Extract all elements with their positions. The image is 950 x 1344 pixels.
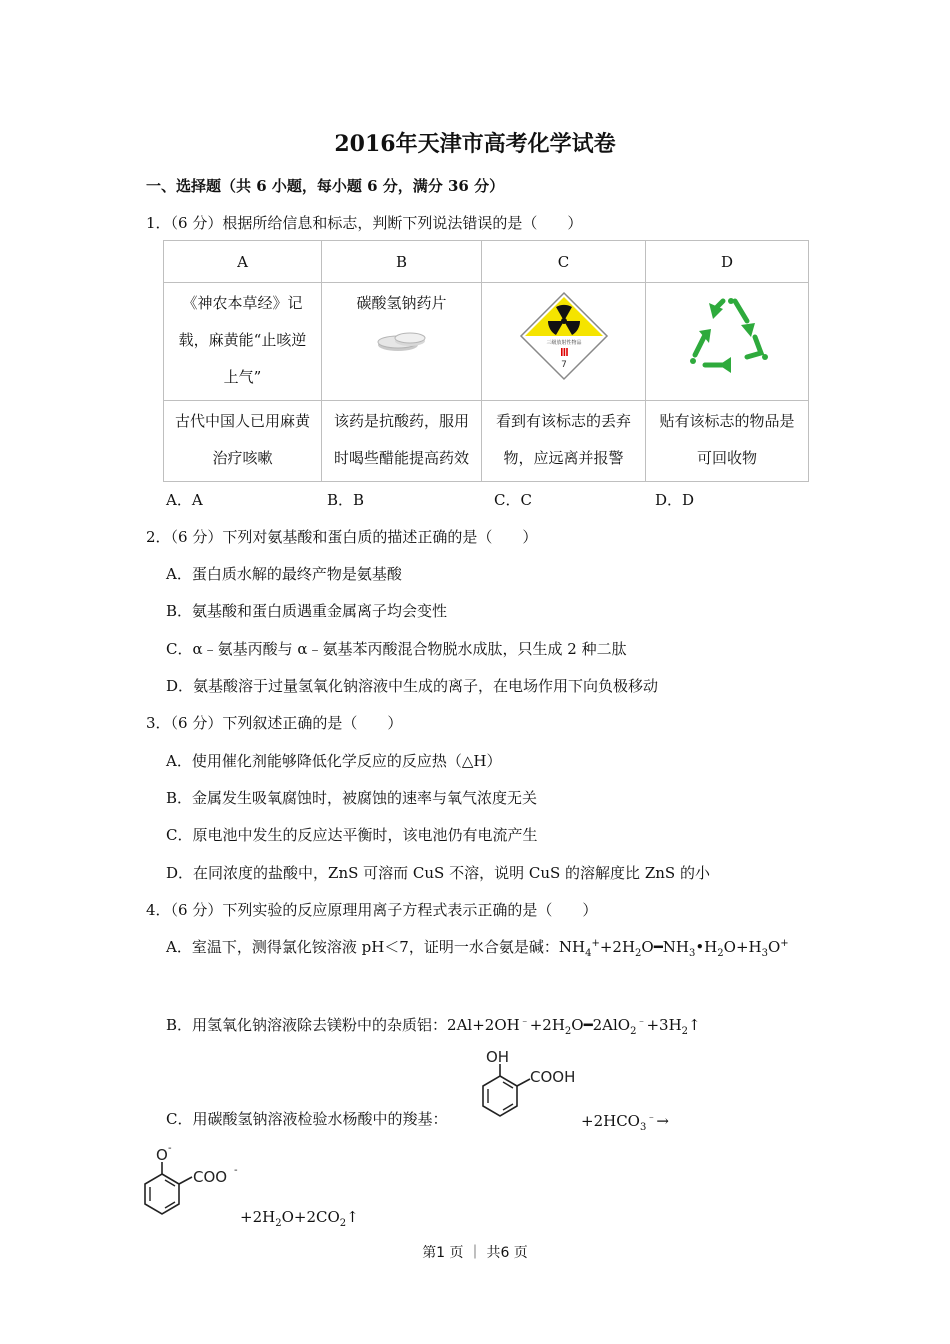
q2-option-b: B．氨基酸和蛋白质遇重金属离子均会变性 [166, 602, 448, 620]
statement-line: 可回收物 [696, 449, 757, 467]
statement-line: 贴有该标志的物品是 [659, 412, 795, 430]
o-minus-label: O [156, 1146, 168, 1164]
statement-line: 治疗咳嗽 [212, 449, 273, 467]
header-c: C [482, 241, 646, 283]
q2-option-d: D．氨基酸溶于过量氢氧化钠溶液中生成的离子，在电场作用下向负极移动 [166, 677, 659, 695]
cell-c-statement [482, 401, 646, 482]
cell-d-info [646, 283, 809, 401]
section-heading: 一、选择题（共 6 小题，每小题 6 分，满分 36 分） [146, 177, 505, 195]
q4-option-c-product: $+2H_2O+2CO_2↑$ [240, 1208, 359, 1229]
q3-option-b: B．金属发生吸氧腐蚀时，被腐蚀的速率与氧气浓度无关 [166, 789, 538, 807]
statement-line: 看到有该标志的丢弃 [495, 412, 631, 430]
q4-option-b [166, 1012, 701, 1037]
header-b: B [322, 241, 482, 283]
page-footer: 第1 页 ｜ 共6 页 [422, 1245, 528, 1261]
sign-label: 三级放射性物品 [545, 340, 582, 346]
cell-a-info [164, 283, 322, 401]
coo-minus-charge: - [234, 1165, 238, 1176]
q1-option-d: D．D [655, 491, 695, 509]
cell-c-info [482, 283, 646, 401]
salicylate-structure [130, 1142, 255, 1222]
q3-option-c: C．原电池中发生的反应达平衡时，该电池仍有电流产生 [166, 826, 538, 844]
sign-number: 7 [560, 360, 567, 370]
header-d: D [646, 241, 809, 283]
oh-label: OH [486, 1048, 510, 1066]
o-minus-charge: - [168, 1143, 172, 1154]
cell-b-text: 碳酸氢钠药片 [356, 294, 447, 312]
q3-stem: 3．（6 分）下列叙述正确的是（ ） [146, 714, 403, 732]
q1-option-c: C．C [494, 491, 532, 509]
header-a: A [164, 241, 322, 283]
statement-line: 时喝些醋能提高药效 [333, 449, 469, 467]
salicylic-acid-structure [470, 1046, 595, 1126]
q4-option-b-equation: $2Al+2OH^﹣+2H_2O━2AlO_2^﹣+3H_2↑$ [447, 1016, 701, 1037]
q1-option-a: A．A [166, 491, 203, 509]
q1-option-b: B．B [327, 491, 365, 509]
cell-b-info [322, 283, 482, 401]
q3-option-a: A．使用催化剂能够降低化学反应的反应热（△H） [166, 752, 502, 770]
cell-a-line: 《神农本草经》记 [182, 294, 303, 312]
statement-line: 该药是抗酸药，服用 [333, 412, 469, 430]
cooh-label: COOH [530, 1068, 576, 1086]
recycle-icon [685, 295, 769, 375]
tablet-icon [376, 328, 428, 354]
q4-option-c-text: C．用碳酸氢钠溶液检验水杨酸中的羧基： [166, 1110, 448, 1128]
statement-line: 物，应远离并报警 [503, 449, 624, 467]
cell-a-line: 载，麻黄能“止咳逆 [178, 331, 307, 349]
cell-a-line: 上气” [223, 368, 262, 386]
cell-b-statement [322, 401, 482, 482]
page-title: 2016年天津市高考化学试卷 [334, 131, 616, 157]
q1-table [163, 240, 809, 482]
q4-option-a-text: A．室温下，测得氯化铵溶液 pH＜7，证明一水合氨是碱： [166, 938, 559, 956]
cell-a-statement [164, 401, 322, 482]
coo-minus-label: COO [193, 1168, 228, 1186]
radioactive-warning-icon [519, 291, 609, 381]
q4-option-a-equation: $NH_4^++2H_2O━NH_3•H_2O+H_3O^+$ [558, 938, 789, 959]
q4-option-a [166, 936, 789, 959]
q2-option-a: A．蛋白质水解的最终产物是氨基酸 [166, 565, 402, 583]
q4-option-b-text: B．用氢氧化钠溶液除去镁粉中的杂质铝： [166, 1016, 448, 1034]
q4-option-c-reagent: $+2HCO_3^﹣\to$ [581, 1112, 669, 1133]
q4-stem: 4．（6 分）下列实验的反应原理用离子方程式表示正确的是（ ） [146, 901, 598, 919]
q3-option-d: D．在同浓度的盐酸中，ZnS 可溶而 CuS 不溶，说明 CuS 的溶解度比 ZnS 的小 [166, 864, 710, 882]
q2-stem: 2．（6 分）下列对氨基酸和蛋白质的描述正确的是（ ） [146, 528, 538, 546]
q1-stem: 1．（6 分）根据所给信息和标志，判断下列说法错误的是（ ） [146, 214, 583, 232]
statement-line: 古代中国人已用麻黄 [174, 412, 310, 430]
q2-option-c: C．α﹣氨基丙酸与 α﹣氨基苯丙酸混合物脱水成肽，只生成 2 种二肽 [166, 640, 627, 658]
cell-d-statement [646, 401, 809, 482]
